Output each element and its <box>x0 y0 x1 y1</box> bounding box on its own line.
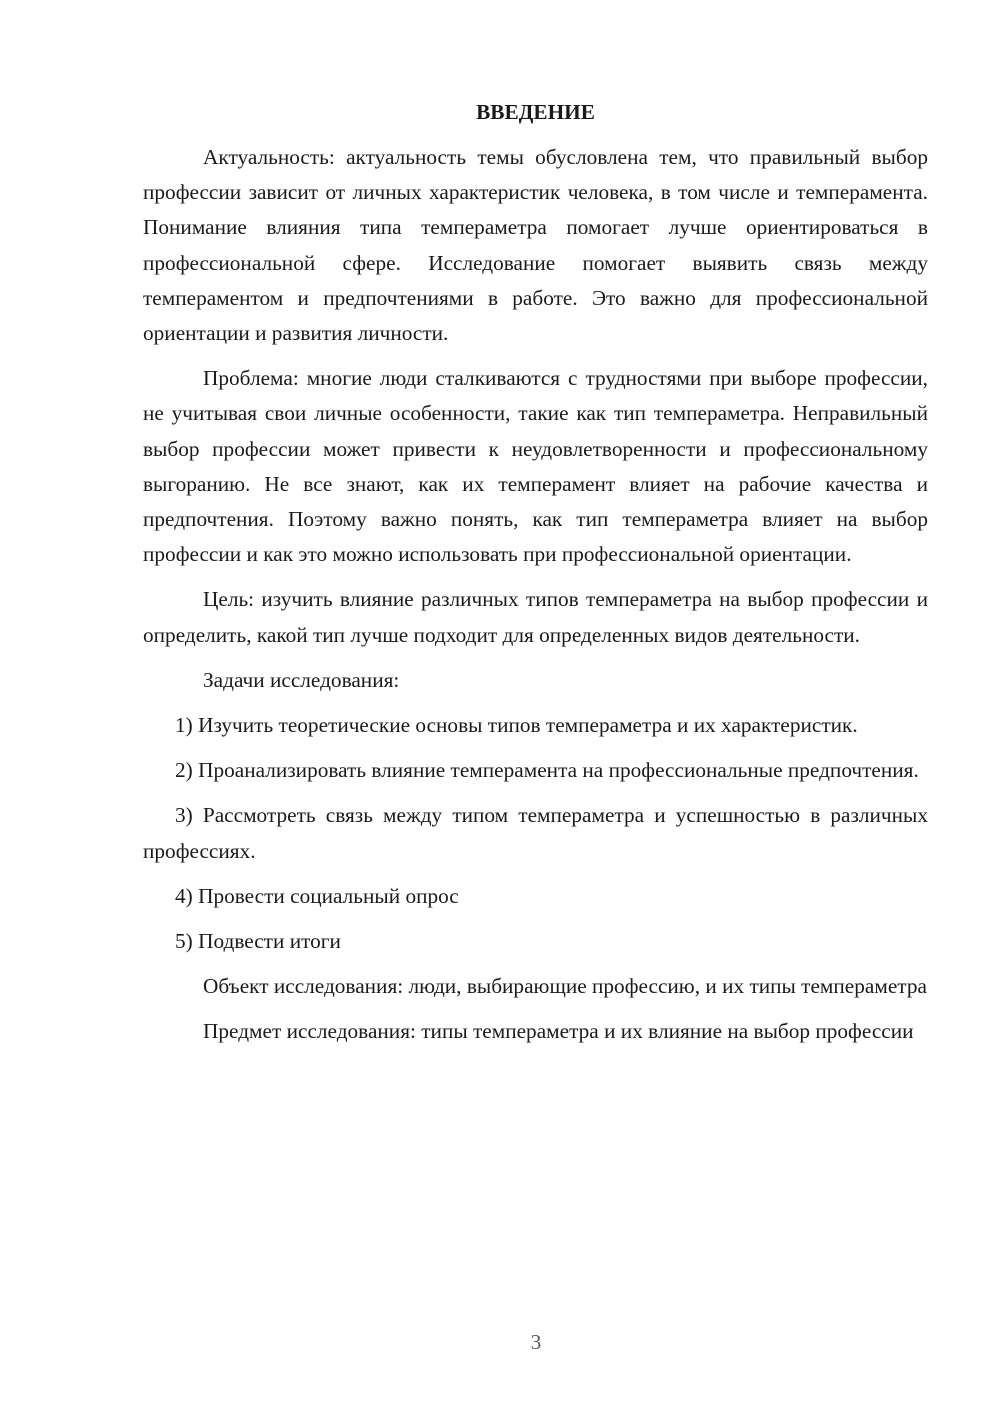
task-item-5: 5) Подвести итоги <box>175 929 341 954</box>
task-item-2: 2) Проанализировать влияние темперамента на профессиональные предпочтения. <box>175 758 919 783</box>
tasks-heading: Задачи исследования: <box>203 667 400 692</box>
paragraph-relevance: Актуальность: актуальность темы обусловлена тем, что правильный выбор профессии зависит от личных характеристик человека, в том числе и темперамента. Понимание влияния типа темпераметра помогает лучше ориентироваться в профессиональной сфере. Исследование помогает выявить связь между темпераментом и предпочтениями в работе. Это важно для профессиональной ориентации и развития личности. <box>143 145 928 346</box>
paragraph-goal: Цель: изучить влияние различных типов темпераметра на выбор профессии и определить, какой тип лучше подходит для определенных видов деятельности. <box>143 587 928 647</box>
task-item-4: 4) Провести социальный опрос <box>175 883 459 908</box>
task-item-1: 1) Изучить теоретические основы типов темпераметра и их характеристик. <box>175 713 858 738</box>
document-page <box>143 95 928 1060</box>
task-item-3: 3) Рассмотреть связь между типом темпераметра и успешностью в различных профессиях. <box>143 803 928 863</box>
section-title: ВВЕДЕНИЕ <box>476 100 595 124</box>
paragraph-subject: Предмет исследования: типы темпераметра и их влияние на выбор профессии <box>203 1019 914 1044</box>
paragraph-problem: Проблема: многие люди сталкиваются с трудностями при выборе профессии, не учитывая свои личные особенности, такие как тип темпераметра. Неправильный выбор профессии может привести к неудовлетворенности и профессиональному выгоранию. Не все знают, как их темперамент влияет на рабочие качества и предпочтения. Поэтому важно понять, как тип темпераметра влияет на выбор профессии и как это можно использовать при профессиональной ориентации. <box>143 366 928 567</box>
paragraph-object: Объект исследования: люди, выбирающие профессию, и их типы темпераметра <box>203 974 927 999</box>
page-number: 3 <box>530 1330 542 1354</box>
